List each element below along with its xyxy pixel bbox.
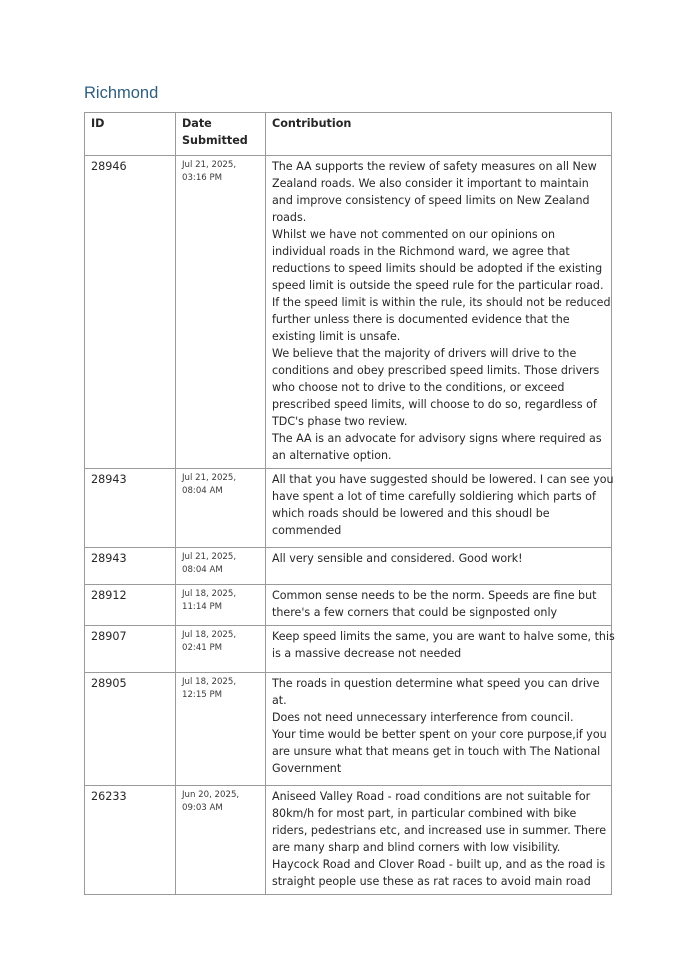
time-value: 03:16 PM	[182, 173, 223, 183]
section-title: Richmond	[84, 84, 159, 102]
contribution-line: Haycock Road and Clover Road - built up, and as the road is	[272, 858, 606, 871]
cell-date-submitted	[176, 786, 266, 895]
contribution-line: The roads in question determine what speed you can drive	[272, 677, 600, 690]
contribution-line: Keep speed limits the same, you are want to halve some, this	[272, 630, 615, 643]
contribution-line: roads.	[272, 211, 307, 224]
cell-date-submitted	[176, 548, 266, 585]
header-date-submitted	[176, 113, 266, 156]
cell-date-submitted	[176, 585, 266, 626]
time-value: 12:15 PM	[182, 690, 223, 700]
contribution-line: Common sense needs to be the norm. Speeds are fine but	[272, 589, 597, 602]
contribution-line: individual roads in the Richmond ward, we agree that	[272, 245, 570, 258]
contribution-line: at.	[272, 694, 287, 707]
contribution-line: straight people use these as rat races to avoid main road	[272, 875, 591, 888]
date-value: Jul 18, 2025,	[182, 677, 237, 687]
time-value: 02:41 PM	[182, 643, 223, 653]
contribution-line: If the speed limit is within the rule, its should not be reduced	[272, 296, 611, 309]
contribution-line: who choose not to drive to the conditions, or exceed	[272, 381, 565, 394]
table-row	[85, 156, 612, 469]
cell-id: 26233	[85, 786, 176, 895]
cell-id: 28943	[85, 548, 176, 585]
time-value: 09:03 AM	[182, 803, 223, 813]
time-value: 08:04 AM	[182, 486, 223, 496]
header-contribution	[266, 113, 612, 156]
contribution-line: prescribed speed limits, will choose to do so, regardless of	[272, 398, 597, 411]
cell-contribution	[266, 469, 612, 548]
header-date-line1: Date	[182, 117, 212, 130]
contribution-line: riders, pedestrians etc, and increased use in summer. There	[272, 824, 607, 837]
contribution-line: reductions to speed limits should be adopted if the existing	[272, 262, 603, 275]
contribution-line: there's a few corners that could be signposted only	[272, 606, 558, 619]
contribution-line: Whilst we have not commented on our opinions on	[272, 228, 556, 241]
contribution-line: The AA is an advocate for advisory signs where required as	[272, 432, 602, 445]
contribution-line: Government	[272, 762, 342, 775]
cell-contribution	[266, 156, 612, 469]
table-row	[85, 786, 612, 895]
contribution-line: further unless there is documented evidence that the	[272, 313, 570, 326]
cell-id: 28946	[85, 156, 176, 469]
table-row	[85, 673, 612, 786]
contribution-line: Your time would be better spent on your core purpose,if you	[272, 728, 607, 741]
table-row	[85, 548, 612, 585]
contribution-line: and improve consistency of speed limits on New Zealand	[272, 194, 590, 207]
contribution-line: have spent a lot of time carefully soldiering which parts of	[272, 490, 596, 503]
contribution-line: are many sharp and blind corners with low visibility.	[272, 841, 561, 854]
contribution-line: The AA supports the review of safety measures on all New	[272, 160, 597, 173]
cell-id: 28912	[85, 585, 176, 626]
cell-date-submitted	[176, 673, 266, 786]
contribution-line: Does not need unnecessary interference from council.	[272, 711, 574, 724]
contribution-line: which roads should be lowered and this shoudl be	[272, 507, 550, 520]
date-value: Jul 21, 2025,	[182, 473, 237, 483]
time-value: 08:04 AM	[182, 565, 223, 575]
header-id	[85, 113, 176, 156]
header-id-label: ID	[91, 117, 105, 130]
cell-contribution	[266, 626, 615, 673]
cell-contribution	[266, 548, 612, 585]
table-header-row	[85, 113, 612, 156]
time-value: 11:14 PM	[182, 602, 223, 612]
contribution-line: We believe that the majority of drivers will drive to the	[272, 347, 577, 360]
cell-id: 28905	[85, 673, 176, 786]
cell-date-submitted	[176, 469, 266, 548]
contribution-line: commended	[272, 524, 342, 537]
submissions-table	[84, 112, 615, 895]
contribution-line: Zealand roads. We also consider it important to maintain	[272, 177, 589, 190]
date-value: Jul 21, 2025,	[182, 160, 237, 170]
table-row	[85, 469, 612, 548]
cell-id: 28907	[85, 626, 176, 673]
date-value: Jun 20, 2025,	[182, 790, 240, 800]
cell-contribution	[266, 673, 612, 786]
contribution-line: an alternative option.	[272, 449, 392, 462]
header-date-line2: Submitted	[182, 134, 248, 147]
contribution-line: TDC's phase two review.	[272, 415, 408, 428]
contribution-line: All very sensible and considered. Good work!	[272, 552, 523, 565]
contribution-line: existing limit is unsafe.	[272, 330, 401, 343]
cell-date-submitted	[176, 156, 266, 469]
cell-contribution	[266, 585, 612, 626]
table-row	[85, 585, 612, 626]
contribution-line: speed limit is outside the speed rule for the particular road.	[272, 279, 604, 292]
header-contribution-label: Contribution	[272, 117, 352, 130]
contribution-line: All that you have suggested should be lowered. I can see you	[272, 473, 614, 486]
cell-id: 28943	[85, 469, 176, 548]
cell-contribution	[266, 786, 612, 895]
date-value: Jul 21, 2025,	[182, 552, 237, 562]
cell-date-submitted	[176, 626, 266, 673]
contribution-line: conditions and obey prescribed speed limits. Those drivers	[272, 364, 600, 377]
date-value: Jul 18, 2025,	[182, 589, 237, 599]
contribution-line: 80km/h for most part, in particular combined with bike	[272, 807, 577, 820]
date-value: Jul 18, 2025,	[182, 630, 237, 640]
contribution-line: is a massive decrease not needed	[272, 647, 462, 660]
contribution-line: are unsure what that means get in touch with The National	[272, 745, 601, 758]
contribution-line: Aniseed Valley Road - road conditions are not suitable for	[272, 790, 591, 803]
table-row	[85, 626, 612, 673]
